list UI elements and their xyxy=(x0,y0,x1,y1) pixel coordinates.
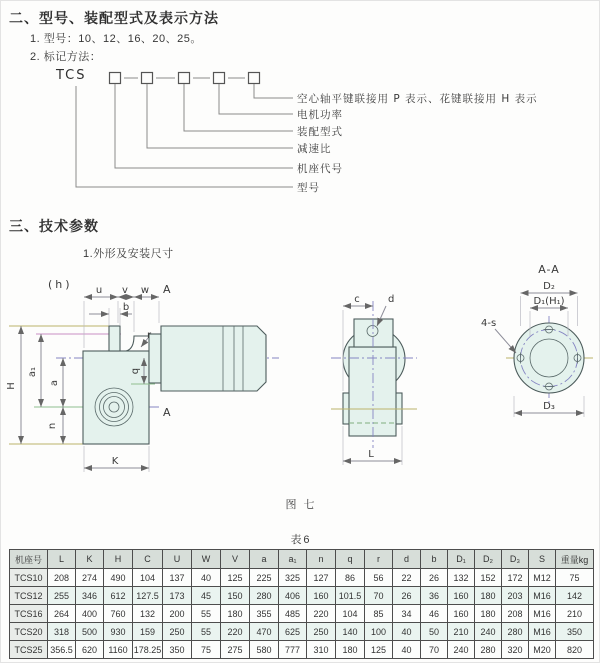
table-cell: 150 xyxy=(221,587,250,605)
dim-label-r: r xyxy=(147,330,152,341)
table-cell: M20 xyxy=(529,641,556,659)
callout-motor-power: 电机功率 xyxy=(297,109,343,121)
designation-box-4 xyxy=(214,73,225,84)
table-cell: 160 xyxy=(448,587,475,605)
dim-label-H: H xyxy=(6,382,17,390)
table-cell: 40 xyxy=(393,623,421,641)
callout-assembly: 装配型式 xyxy=(297,126,343,138)
column-header: V xyxy=(221,550,250,569)
column-header: U xyxy=(163,550,192,569)
table-cell: 930 xyxy=(104,623,133,641)
table-cell: M16 xyxy=(529,587,556,605)
table-cell: 178.25 xyxy=(133,641,163,659)
housing-step xyxy=(126,336,149,351)
table-cell: 75 xyxy=(556,569,594,587)
dim-label-D1H1: D₁(H₁) xyxy=(533,296,565,307)
dim-label-D3: D₃ xyxy=(543,401,555,412)
table-cell: 40 xyxy=(393,641,421,659)
column-header: D₁ xyxy=(448,550,475,569)
table-cell: 104 xyxy=(336,605,365,623)
table-cell: 180 xyxy=(221,605,250,623)
dim-label-b: b xyxy=(122,302,130,313)
table-cell: 22 xyxy=(393,569,421,587)
table-cell: 350 xyxy=(556,623,594,641)
table-cell: 160 xyxy=(307,587,336,605)
table-cell: 355 xyxy=(250,605,279,623)
column-header: L xyxy=(48,550,76,569)
dim-label-h-mount: (h) xyxy=(48,278,73,291)
designation-box-2 xyxy=(142,73,153,84)
marking-diagram xyxy=(1,56,600,206)
column-header: H xyxy=(104,550,133,569)
table-cell: 180 xyxy=(475,587,502,605)
table-cell: 101.5 xyxy=(336,587,365,605)
table-caption: 表6 xyxy=(290,534,312,546)
table-cell: 26 xyxy=(393,587,421,605)
table-cell: 86 xyxy=(336,569,365,587)
table-cell: 490 xyxy=(104,569,133,587)
frame-number-cell: TCS12 xyxy=(10,587,48,605)
column-header: r xyxy=(365,550,393,569)
section-mark-a-bottom: A xyxy=(163,406,171,419)
table-cell: 132 xyxy=(133,605,163,623)
section-view xyxy=(481,263,593,417)
callout-model: 型号 xyxy=(297,182,320,194)
frame-number-cell: TCS20 xyxy=(10,623,48,641)
dimensions-subtitle: 1.外形及安装尺寸 xyxy=(83,248,174,260)
callout-frame-code: 机座代号 xyxy=(297,163,343,175)
table-cell: 142 xyxy=(556,587,594,605)
column-header: b xyxy=(421,550,448,569)
table-cell: 125 xyxy=(221,569,250,587)
table-row xyxy=(10,641,594,659)
table-cell: 240 xyxy=(448,641,475,659)
table-cell: 70 xyxy=(421,641,448,659)
dim-label-4s: 4-s xyxy=(481,318,497,329)
model-list: 1. 型号：10、12、16、20、25。 xyxy=(30,33,202,45)
dim-label-d: d xyxy=(388,294,395,305)
table-cell: 75 xyxy=(192,641,221,659)
flange-outer-circle xyxy=(514,323,584,393)
designation-box-1 xyxy=(110,73,121,84)
table-cell: 777 xyxy=(279,641,307,659)
table-cell: 127 xyxy=(307,569,336,587)
model-code-prefix: TCS xyxy=(56,68,87,83)
dim-label-L: L xyxy=(368,449,374,460)
outline-drawing xyxy=(1,256,600,496)
table-cell: 125 xyxy=(365,641,393,659)
dim-label-q: q xyxy=(130,367,141,375)
front-view xyxy=(331,294,417,465)
table-row xyxy=(10,623,594,641)
table-cell: 264 xyxy=(48,605,76,623)
designation-box-5 xyxy=(249,73,260,84)
column-header: 重量kg xyxy=(556,550,594,569)
table-cell: 46 xyxy=(421,605,448,623)
table-cell: 250 xyxy=(307,623,336,641)
motor-flange xyxy=(149,334,161,383)
table-cell: 180 xyxy=(475,605,502,623)
marking-method-label: 2. 标记方法： xyxy=(30,51,102,63)
callout-key-type: 空心轴平键联接用 P 表示、花键联接用 H 表示 xyxy=(297,93,538,105)
spec-table xyxy=(9,549,594,659)
table-cell: 34 xyxy=(393,605,421,623)
designation-box-3 xyxy=(179,73,190,84)
table-cell: 250 xyxy=(163,623,192,641)
dim-label-D2: D₂ xyxy=(543,281,555,292)
column-header: a₁ xyxy=(279,550,307,569)
table-cell: 318 xyxy=(48,623,76,641)
column-header: 机座号 xyxy=(10,550,48,569)
table-cell: 325 xyxy=(279,569,307,587)
table-cell: 500 xyxy=(76,623,104,641)
table-cell: 132 xyxy=(448,569,475,587)
table-cell: 225 xyxy=(250,569,279,587)
table-cell: 625 xyxy=(279,623,307,641)
table-cell: M16 xyxy=(529,623,556,641)
table-cell: 470 xyxy=(250,623,279,641)
dim-label-u: u xyxy=(95,285,103,296)
figure-caption: 图 七 xyxy=(285,499,317,511)
table-cell: 255 xyxy=(48,587,76,605)
table-cell: 320 xyxy=(502,641,529,659)
table-row xyxy=(10,605,594,623)
frame-number-cell: TCS16 xyxy=(10,605,48,623)
dim-label-a1: a₁ xyxy=(27,366,38,378)
table-cell: 210 xyxy=(448,623,475,641)
table-cell: 137 xyxy=(163,569,192,587)
table-cell: 140 xyxy=(336,623,365,641)
dim-label-K: K xyxy=(111,456,119,467)
table-cell: 159 xyxy=(133,623,163,641)
dim-label-w: w xyxy=(140,285,150,296)
column-header: q xyxy=(336,550,365,569)
table-cell: 350 xyxy=(163,641,192,659)
table-cell: 220 xyxy=(221,623,250,641)
table-cell: 356.5 xyxy=(48,641,76,659)
spec-table-head xyxy=(10,550,594,569)
left-view xyxy=(6,278,279,472)
table-cell: M12 xyxy=(529,569,556,587)
table-row xyxy=(10,587,594,605)
table-cell: 50 xyxy=(421,623,448,641)
front-body xyxy=(349,347,396,436)
table-cell: 275 xyxy=(221,641,250,659)
table-cell: 208 xyxy=(48,569,76,587)
table-cell: 274 xyxy=(76,569,104,587)
table-cell: 56 xyxy=(365,569,393,587)
column-header: a xyxy=(250,550,279,569)
table-cell: 220 xyxy=(307,605,336,623)
table-cell: 180 xyxy=(336,641,365,659)
table-cell: 203 xyxy=(502,587,529,605)
table-cell: 173 xyxy=(163,587,192,605)
column-header: W xyxy=(192,550,221,569)
table-cell: 240 xyxy=(475,623,502,641)
table-cell: 26 xyxy=(421,569,448,587)
input-boss xyxy=(109,326,120,351)
dim-label-c: c xyxy=(354,294,360,305)
frame-number-cell: TCS25 xyxy=(10,641,48,659)
motor-body xyxy=(161,326,266,391)
table-cell: 346 xyxy=(76,587,104,605)
dim-label-n: n xyxy=(47,422,58,430)
callout-ratio: 减速比 xyxy=(297,143,332,155)
column-header: C xyxy=(133,550,163,569)
table-cell: 620 xyxy=(76,641,104,659)
column-header: n xyxy=(307,550,336,569)
table-cell: 104 xyxy=(133,569,163,587)
table-cell: 85 xyxy=(365,605,393,623)
column-header: D₂ xyxy=(475,550,502,569)
table-cell: 280 xyxy=(475,641,502,659)
section-mark-a-top: A xyxy=(163,283,171,296)
table-cell: 280 xyxy=(250,587,279,605)
table-cell: M16 xyxy=(529,605,556,623)
table-cell: 70 xyxy=(365,587,393,605)
table-cell: 612 xyxy=(104,587,133,605)
table-cell: 485 xyxy=(279,605,307,623)
table-cell: 760 xyxy=(104,605,133,623)
column-header: K xyxy=(76,550,104,569)
section-3-title: 三、技术参数 xyxy=(9,218,99,234)
table-cell: 172 xyxy=(502,569,529,587)
table-cell: 310 xyxy=(307,641,336,659)
table-cell: 820 xyxy=(556,641,594,659)
dim-label-a: a xyxy=(49,379,60,387)
table-cell: 200 xyxy=(163,605,192,623)
table-cell: 160 xyxy=(448,605,475,623)
table-cell: 152 xyxy=(475,569,502,587)
table-cell: 580 xyxy=(250,641,279,659)
table-cell: 400 xyxy=(76,605,104,623)
section-view-title: A-A xyxy=(538,263,560,276)
table-cell: 208 xyxy=(502,605,529,623)
table-cell: 406 xyxy=(279,587,307,605)
front-top-block xyxy=(354,319,393,347)
table-cell: 280 xyxy=(502,623,529,641)
column-header: d xyxy=(393,550,421,569)
frame-number-cell: TCS10 xyxy=(10,569,48,587)
table-cell: 55 xyxy=(192,623,221,641)
table-cell: 210 xyxy=(556,605,594,623)
section-2-title: 二、型号、装配型式及表示方法 xyxy=(9,10,219,26)
dim-label-v: v xyxy=(122,285,128,296)
column-header: D₃ xyxy=(502,550,529,569)
table-cell: 127.5 xyxy=(133,587,163,605)
header-row xyxy=(10,550,594,569)
callout-lines xyxy=(76,84,293,187)
table-cell: 1160 xyxy=(104,641,133,659)
table-cell: 45 xyxy=(192,587,221,605)
spec-table-body xyxy=(10,569,594,659)
gearbox-housing xyxy=(83,351,149,444)
table-cell: 40 xyxy=(192,569,221,587)
table-cell: 100 xyxy=(365,623,393,641)
table-cell: 36 xyxy=(421,587,448,605)
table-cell: 55 xyxy=(192,605,221,623)
column-header: S xyxy=(529,550,556,569)
table-row xyxy=(10,569,594,587)
